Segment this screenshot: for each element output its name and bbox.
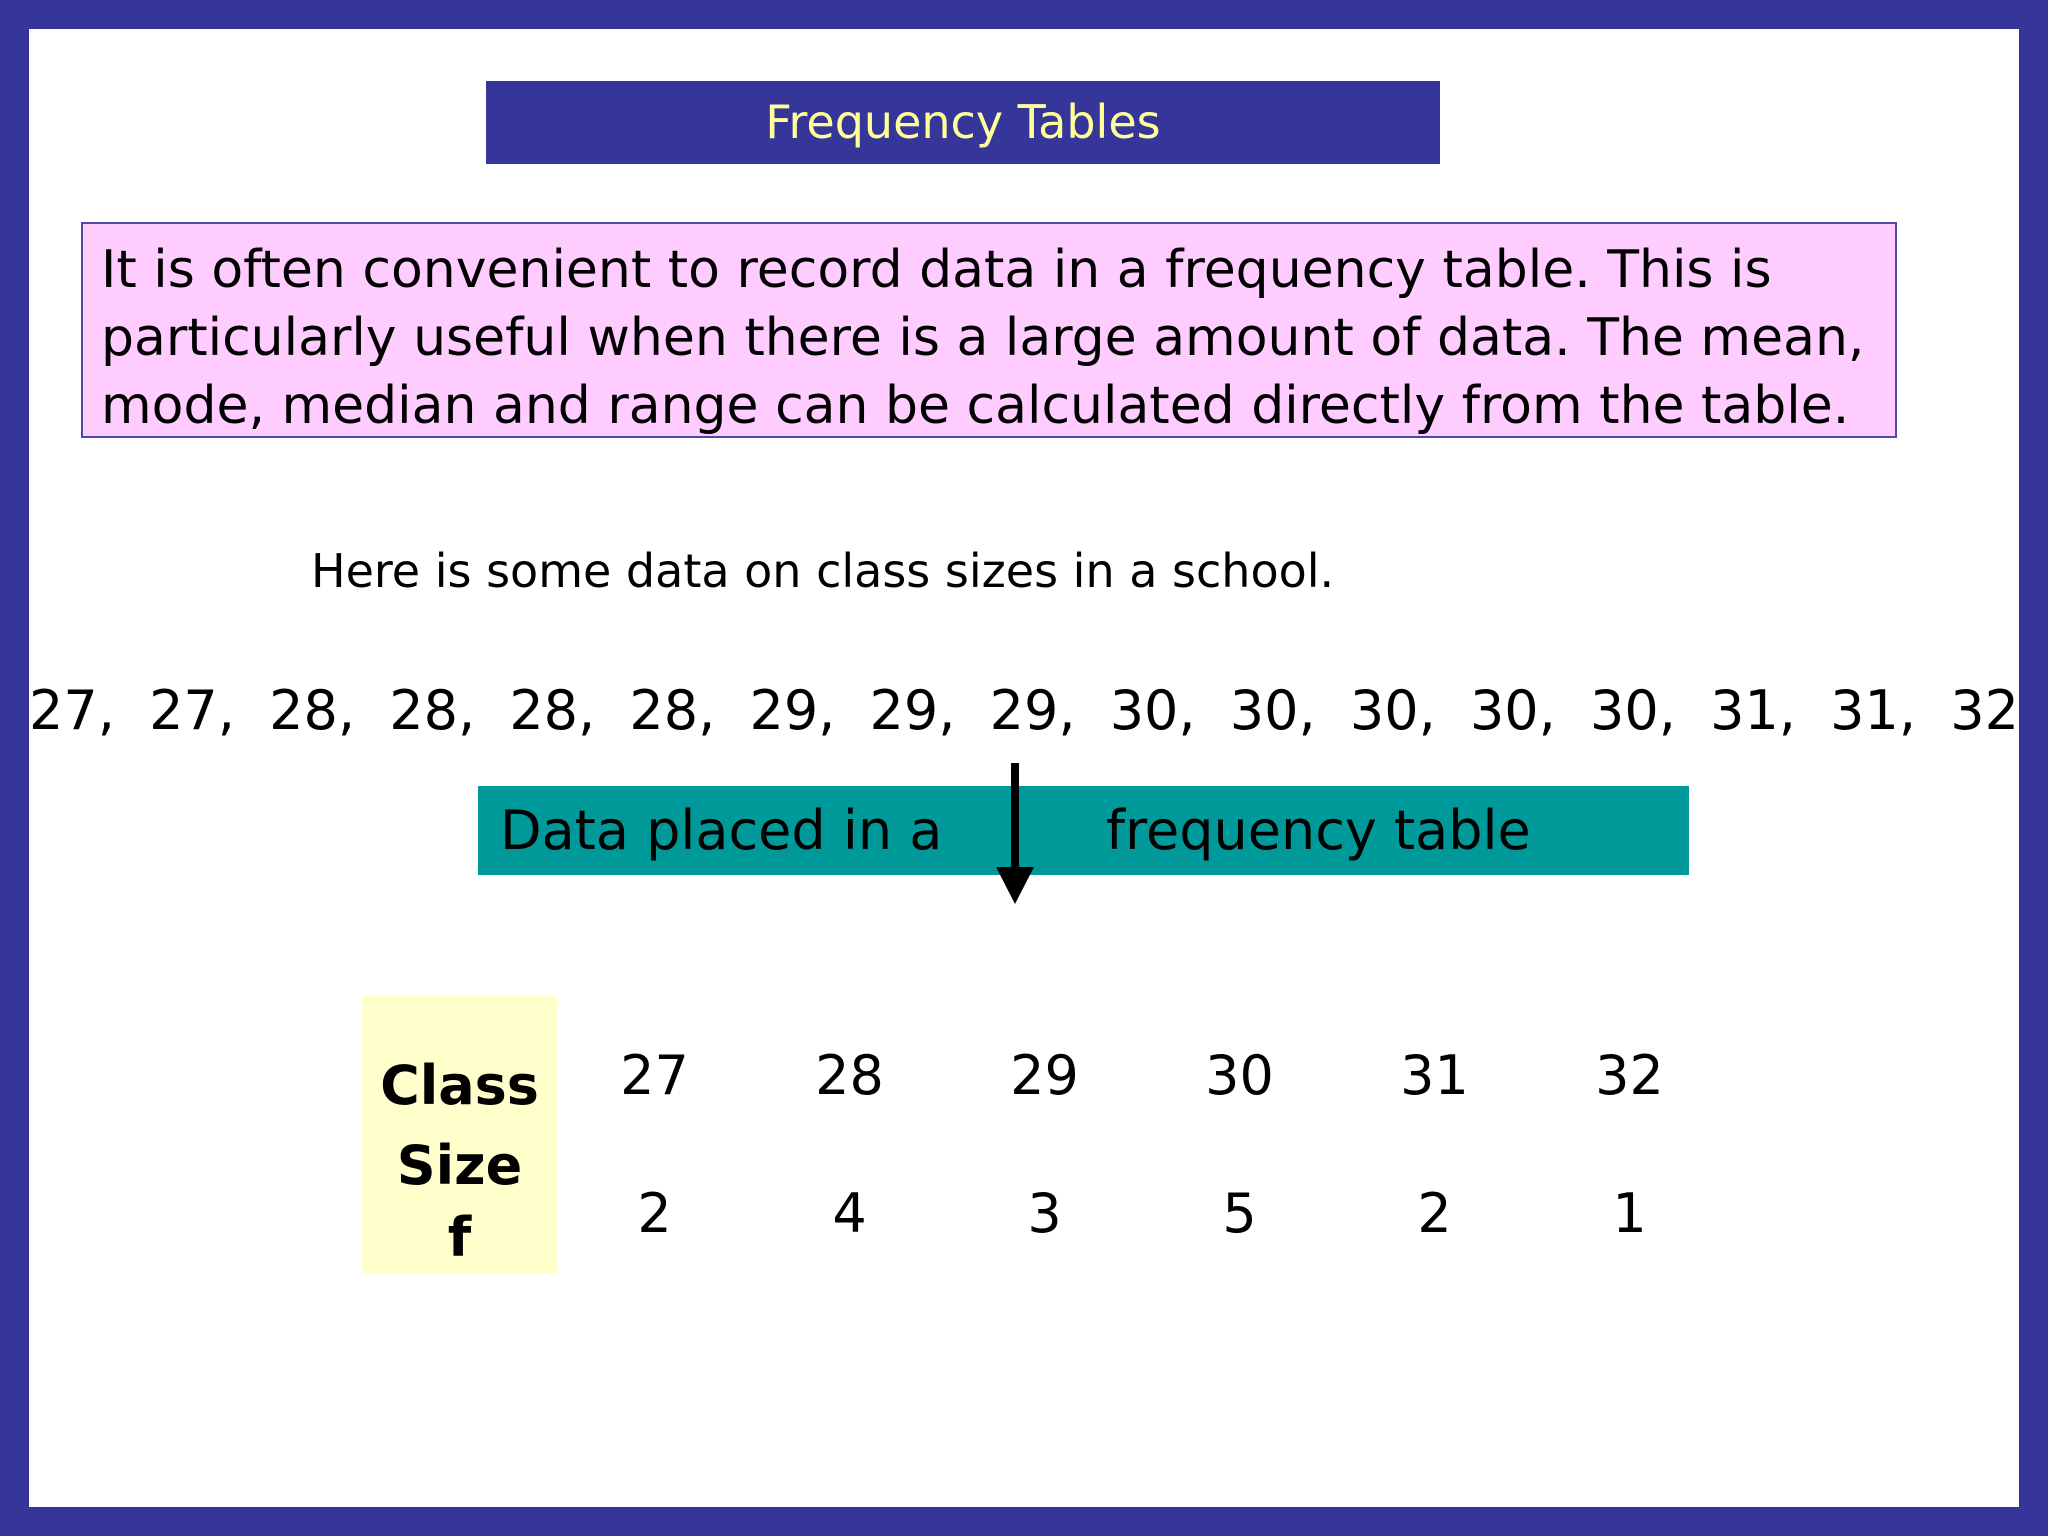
data-value: 28, [629, 679, 716, 742]
class-size-cell: 32 [1595, 1044, 1664, 1107]
data-value: 32 [1950, 679, 2019, 742]
header-size-line: Size [396, 1134, 523, 1197]
data-value: 29, [869, 679, 956, 742]
data-value: 30, [1109, 679, 1196, 742]
class-size-cell: 29 [1010, 1044, 1079, 1107]
slide-title: Frequency Tables [486, 81, 1440, 164]
class-size-cell: 31 [1400, 1044, 1469, 1107]
data-value: 28, [269, 679, 356, 742]
frequency-cell: 1 [1612, 1182, 1647, 1245]
header-class-line: Class [380, 1054, 539, 1117]
data-value: 29, [989, 679, 1076, 742]
data-value: 30, [1229, 679, 1316, 742]
slide [29, 29, 2019, 1507]
frequency-cell: 5 [1222, 1182, 1257, 1245]
table-header-column [362, 996, 557, 1274]
intro-text-box [81, 222, 1897, 438]
frequency-cell: 4 [832, 1182, 867, 1245]
raw-data-list [29, 675, 2019, 747]
class-size-cell: 27 [620, 1044, 689, 1107]
data-caption: Here is some data on class sizes in a school. [311, 544, 1335, 598]
class-size-cell: 28 [815, 1044, 884, 1107]
data-value: 31, [1710, 679, 1796, 742]
header-frequency: f [447, 1206, 472, 1269]
header-class-size [362, 1046, 557, 1206]
frequency-cell: 3 [1027, 1182, 1062, 1245]
data-value: 28, [389, 679, 476, 742]
data-value: 30, [1590, 679, 1676, 742]
class-size-cell: 30 [1205, 1044, 1274, 1107]
data-value: 29, [749, 679, 836, 742]
frequency-cell: 2 [637, 1182, 672, 1245]
data-value: 27, [29, 679, 115, 742]
arrow-down-icon [995, 763, 1035, 905]
data-value: 28, [509, 679, 596, 742]
data-value: 30, [1469, 679, 1556, 742]
data-value: 30, [1349, 679, 1436, 742]
intro-line: particularly useful when there is a large amount of data. The mean, [101, 308, 1865, 368]
class-size-row [557, 1044, 1727, 1107]
frequency-cell: 2 [1417, 1182, 1452, 1245]
frequency-row [557, 1182, 1727, 1245]
banner-right-text: frequency table [1106, 799, 1531, 862]
banner-left-text: Data placed in a [500, 799, 943, 862]
intro-line: It is often convenient to record data in a frequency table. This is [101, 240, 1772, 300]
frequency-table-banner [478, 786, 1689, 875]
data-value: 31, [1830, 679, 1917, 742]
intro-line: mode, median and range can be calculated directly from the table. [101, 376, 1850, 436]
data-value: 27, [149, 679, 235, 742]
